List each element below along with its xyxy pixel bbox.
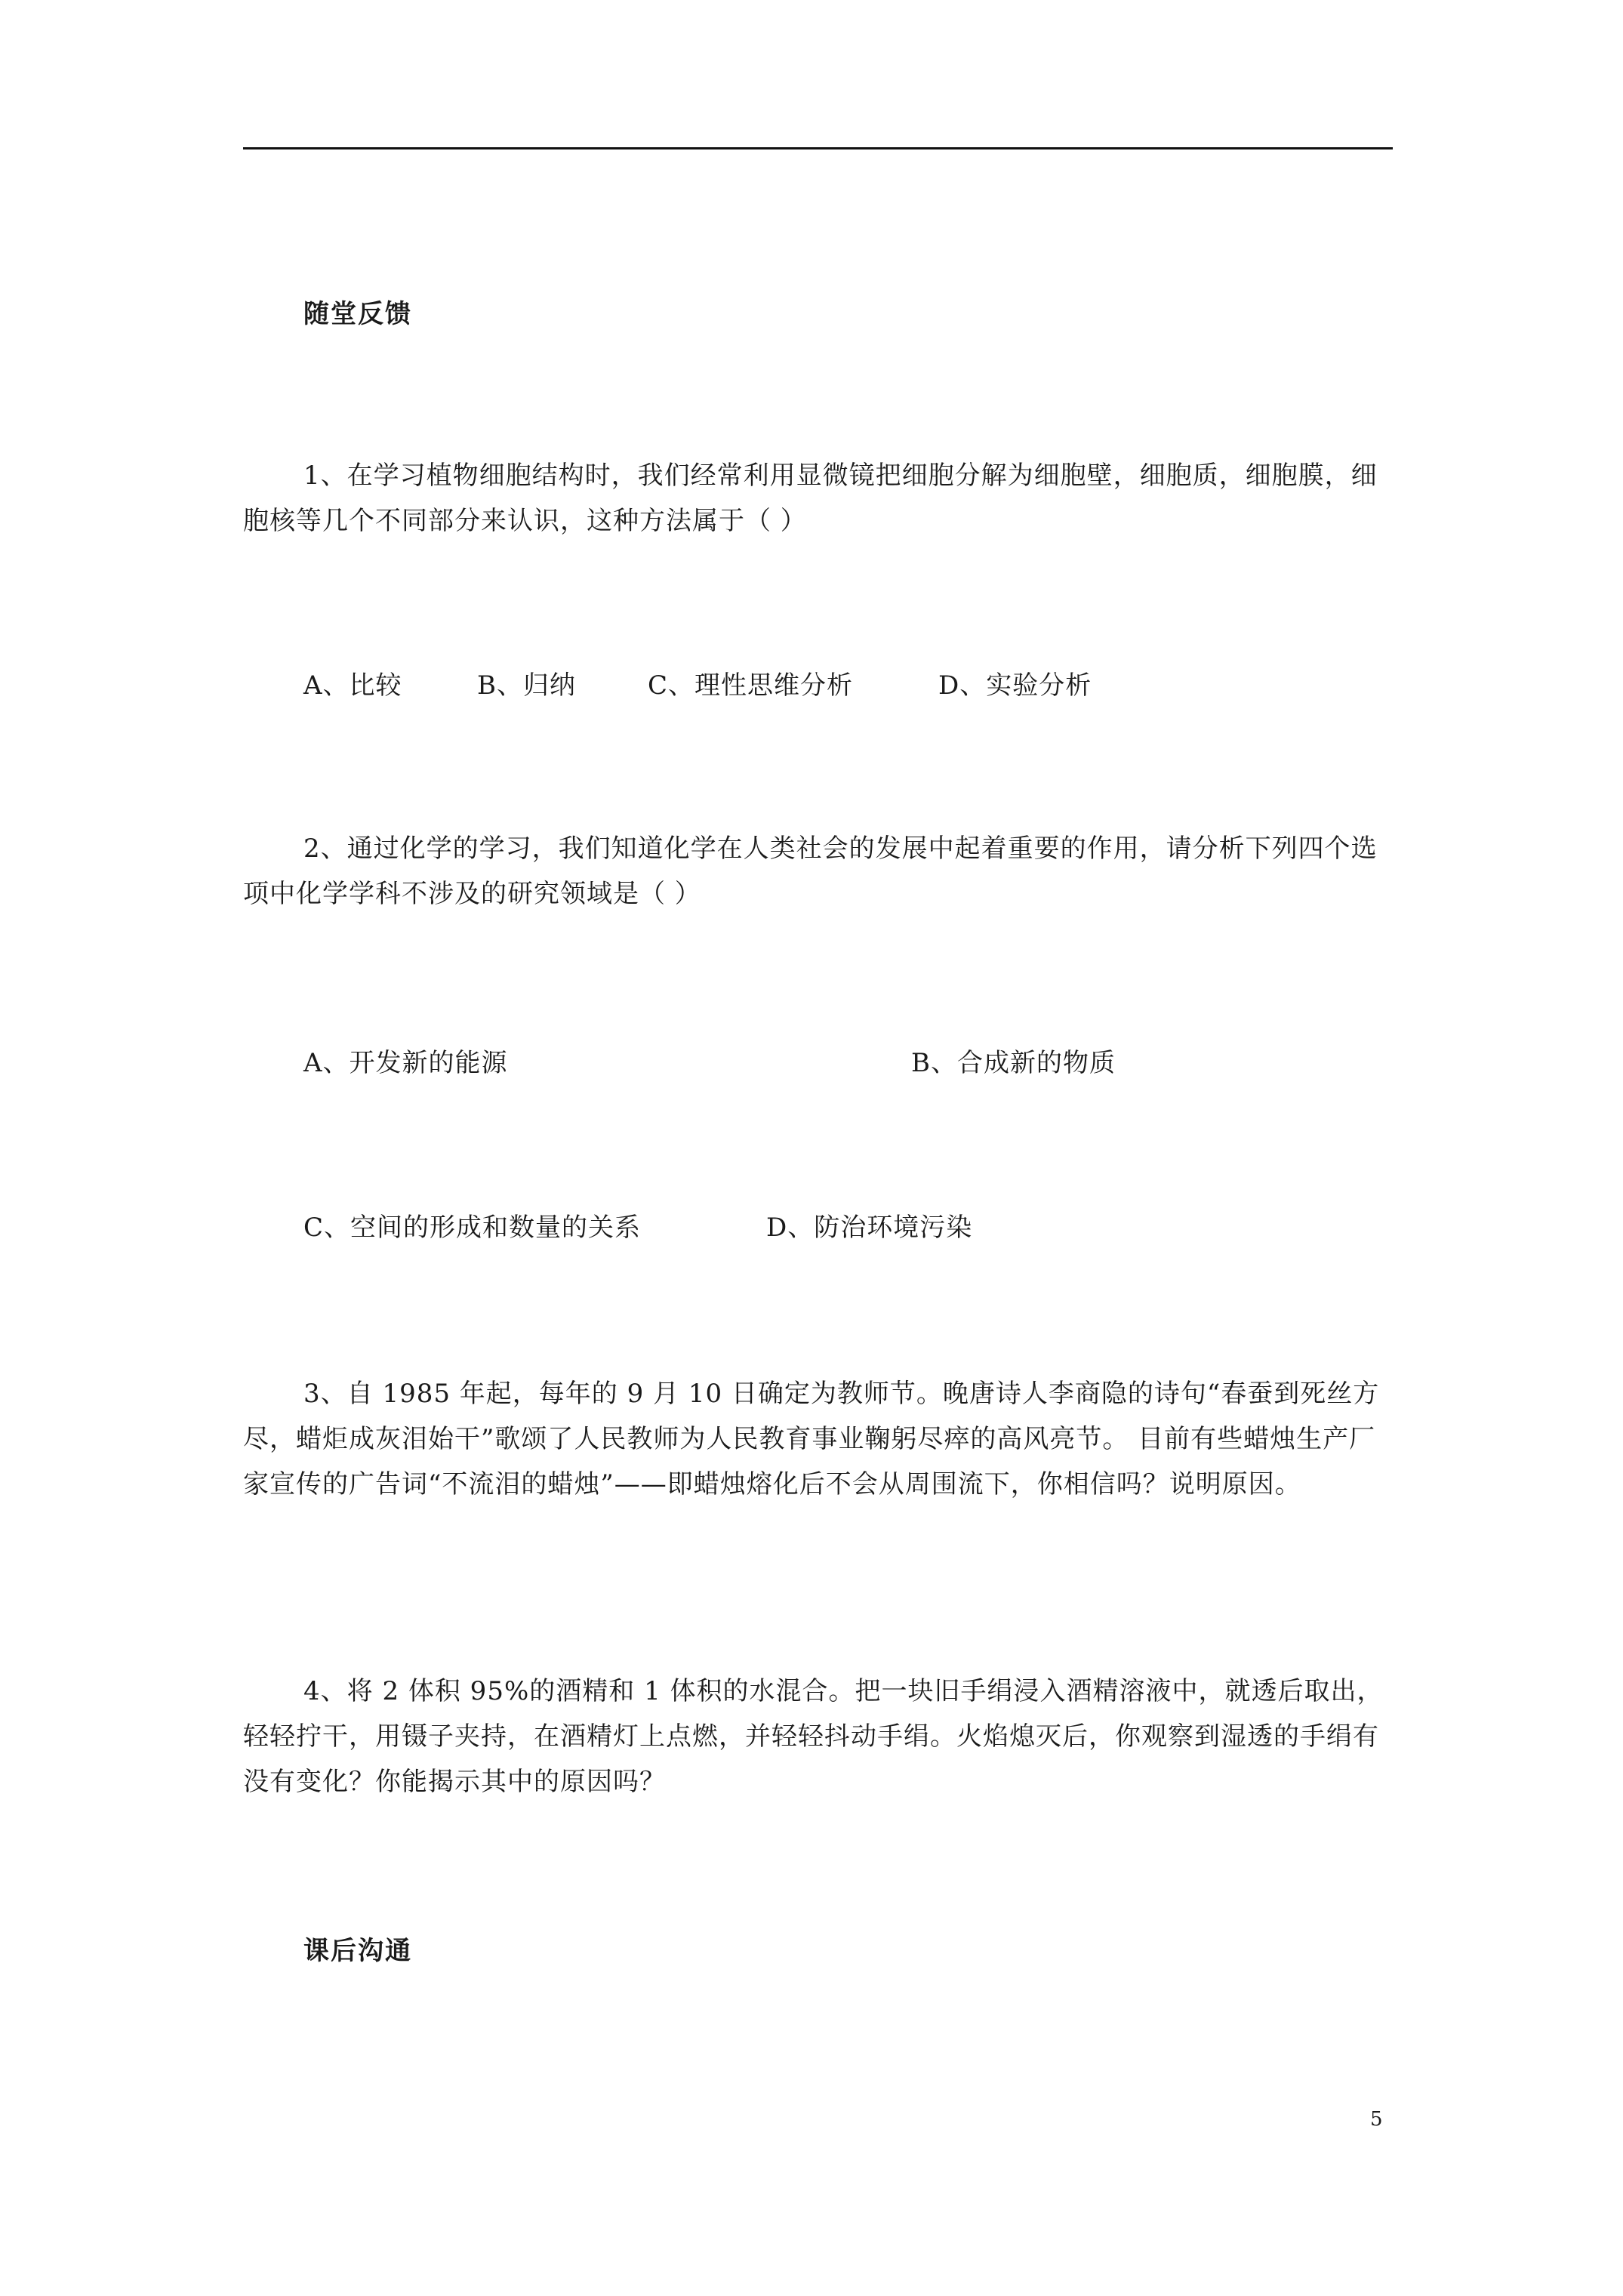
- question-2: 2、通过化学的学习，我们知道化学在人类社会的发展中起着重要的作用，请分析下列四个选项中化学学科不涉及的研究领域是（ ）: [243, 834, 1378, 909]
- q2-option-c: C、空间的形成和数量的关系: [303, 1213, 642, 1243]
- question-4: 4、将 2 体积 95%的酒精和 1 体积的水混合。把一块旧手绢浸入酒精溶液中，就透后取出，轻轻拧干，用镊子夹持，在酒精灯上点燃，并轻轻抖动手绢。火焰熄灭后，你观察到湿透的手绢有没有变化？你能揭示其中的原因吗？: [243, 1676, 1384, 1797]
- q1-option-a: A、比较: [303, 670, 402, 701]
- q2-option-d: D、防治环境污染: [766, 1213, 973, 1243]
- section-title-feedback: 随堂反馈: [303, 299, 412, 329]
- header-rule: [243, 147, 1393, 149]
- q1-option-d: D、实验分析: [938, 670, 1092, 701]
- q1-option-b: B、归纳: [477, 670, 576, 701]
- q2-option-b: B、合成新的物质: [911, 1048, 1116, 1078]
- question-3: 3、自 1985 年起，每年的 9 月 10 日确定为教师节。晚唐诗人李商隐的诗句“春蚕到死丝方尽，蜡炬成灰泪始干”歌颂了人民教师为人民教育事业鞠躬尽瘁的高风亮节。 目前有些蜡烛生产厂家宣传的广告词“不流泪的蜡烛”——即蜡烛熔化后不会从周围流下，你相信吗？说明原因。: [243, 1379, 1380, 1499]
- section-title-after-class: 课后沟通: [303, 1936, 412, 1966]
- page-number: 5: [1370, 2108, 1383, 2131]
- q2-option-a: A、开发新的能源: [303, 1048, 508, 1078]
- question-1: 1、在学习植物细胞结构时，我们经常利用显微镜把细胞分解为细胞壁，细胞质，细胞膜，细胞核等几个不同部分来认识，这种方法属于（ ）: [243, 461, 1378, 536]
- q1-option-c: C、理性思维分析: [648, 670, 854, 701]
